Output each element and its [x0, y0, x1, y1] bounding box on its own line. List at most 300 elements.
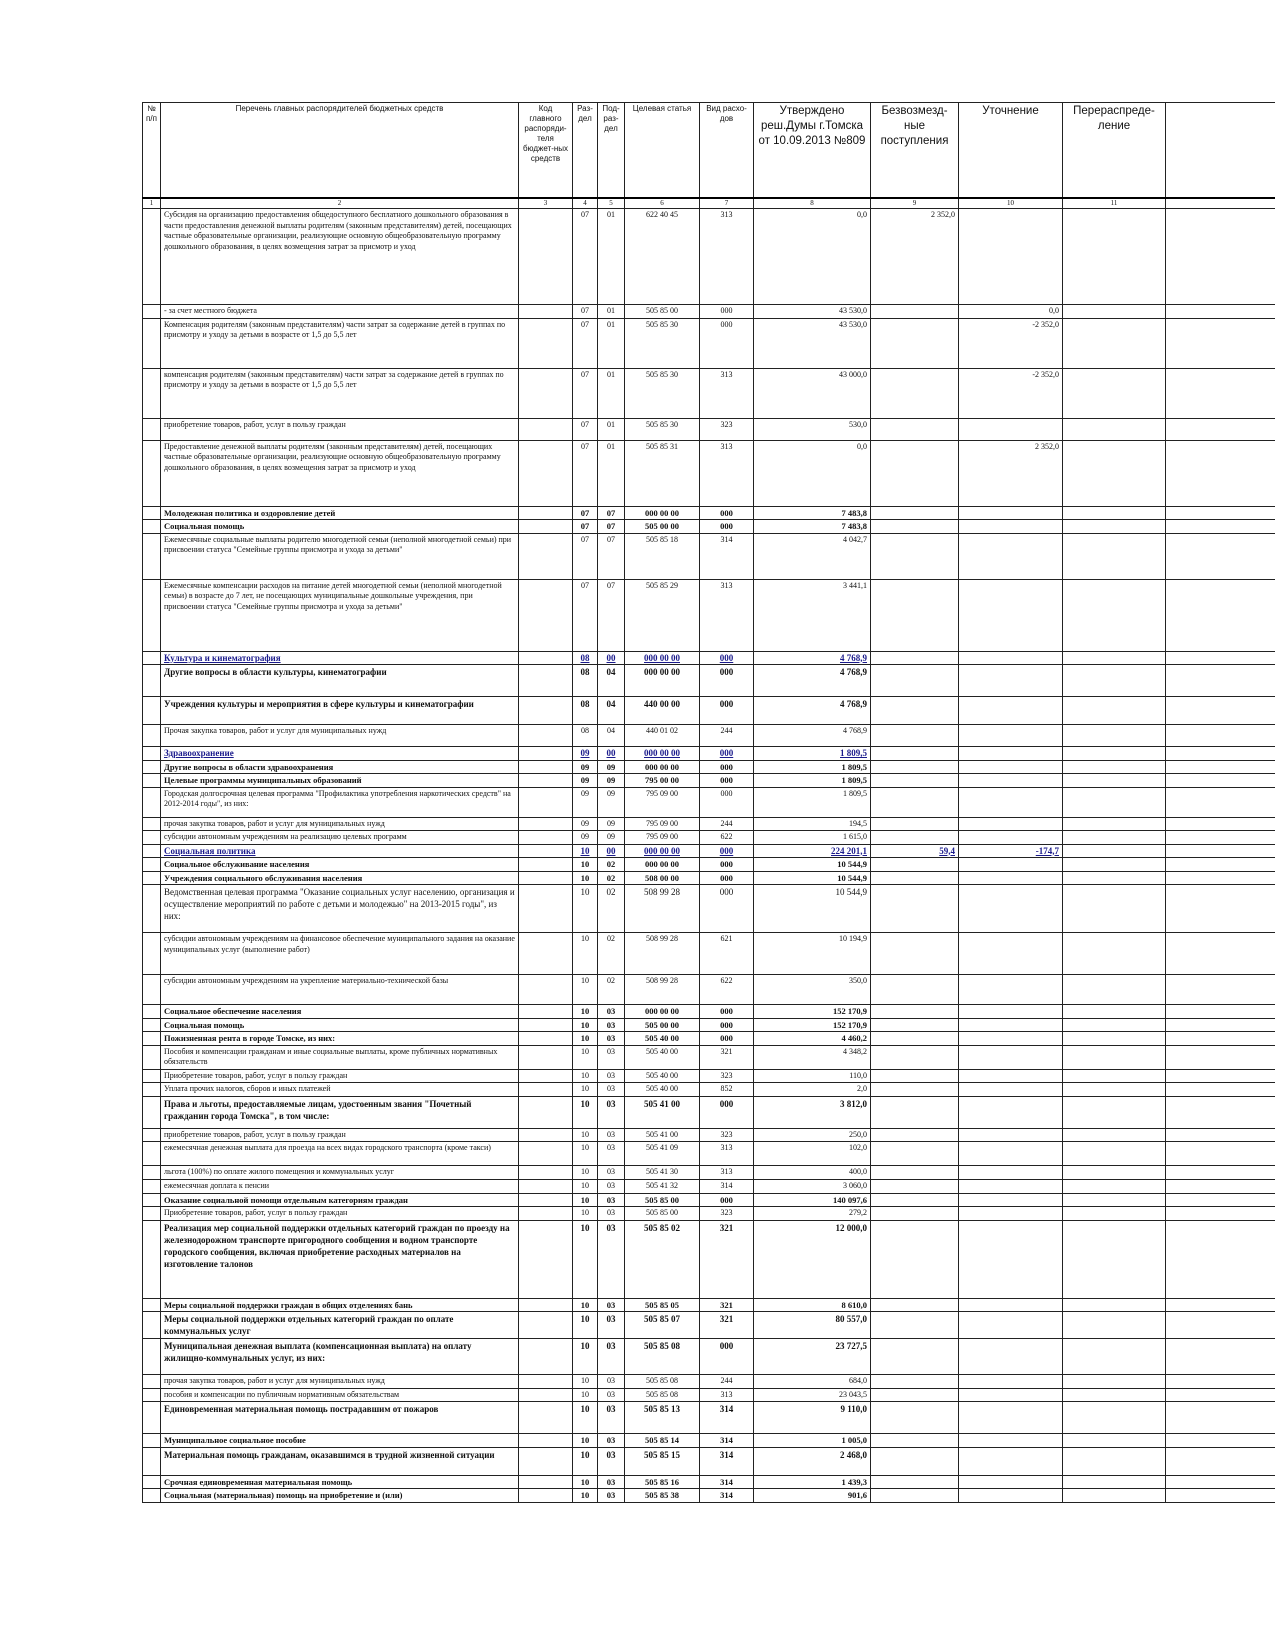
col-num-9: 9: [871, 198, 959, 209]
cell-name: Предоставление денежной выплаты родителям (законным представителям) детей, посещающих частные образовательные организации, реализующие основную общеобразовательную программу дошкольного образования, в целях возмещения затрат за присмотр и уход: [161, 440, 519, 506]
cell-subsection: 03: [598, 1339, 625, 1375]
table-row: [143, 1375, 1275, 1389]
cell-article: 505 00 00: [625, 1018, 700, 1032]
cell-article: 505 85 00: [625, 1193, 700, 1207]
cell-grants: [871, 697, 959, 725]
cell-num: [143, 871, 161, 885]
cell-article: 508 99 28: [625, 975, 700, 1005]
cell-redistribution: [1063, 760, 1166, 774]
cell-kind: 314: [700, 1489, 754, 1503]
cell-kind: 313: [700, 440, 754, 506]
cell-kind: 852: [700, 1083, 754, 1097]
cell-article: 505 40 00: [625, 1069, 700, 1083]
cell-code: [519, 1339, 573, 1375]
cell-num: [143, 368, 161, 418]
cell-num: [143, 1298, 161, 1312]
table-row: [143, 1069, 1275, 1083]
cell-extra: [1166, 209, 1275, 305]
cell-subsection: 04: [598, 665, 625, 697]
cell-name: Приобретение товаров, работ, услуг в пользу граждан: [161, 1069, 519, 1083]
header-extra: [1166, 103, 1275, 199]
cell-kind: 000: [700, 1018, 754, 1032]
cell-redistribution: [1063, 844, 1166, 858]
cell-approved: 4 460,2: [754, 1032, 871, 1046]
cell-article: 505 85 30: [625, 418, 700, 440]
table-row: [143, 787, 1275, 817]
cell-grants: [871, 933, 959, 975]
cell-grants: [871, 1207, 959, 1221]
cell-name: Реализация мер социальной поддержки отдельных категорий граждан по проезду на железнодорожном транспорте пригородного сообщения и водном транспорте городского сообщения, включая приобретение расходных материалов на изготовление талонов: [161, 1220, 519, 1298]
cell-code: [519, 1220, 573, 1298]
cell-grants: [871, 831, 959, 845]
cell-adjustment: [959, 1207, 1063, 1221]
cell-grants: [871, 665, 959, 697]
cell-adjustment: -174,7: [959, 844, 1063, 858]
header-code: Код главного распоряди-теля бюджет-ных средств: [519, 103, 573, 199]
cell-redistribution: [1063, 1180, 1166, 1194]
cell-subsection: 03: [598, 1069, 625, 1083]
cell-code: [519, 1180, 573, 1194]
table-row: [143, 1096, 1275, 1128]
cell-name: прочая закупка товаров, работ и услуг для муниципальных нужд: [161, 817, 519, 831]
cell-adjustment: -2 352,0: [959, 318, 1063, 368]
table-row: [143, 1142, 1275, 1166]
cell-subsection: 03: [598, 1018, 625, 1032]
cell-redistribution: [1063, 440, 1166, 506]
cell-adjustment: [959, 817, 1063, 831]
cell-article: 000 00 00: [625, 747, 700, 761]
table-row: [143, 1207, 1275, 1221]
cell-redistribution: [1063, 1475, 1166, 1489]
cell-extra: [1166, 1339, 1275, 1375]
cell-grants: [871, 1142, 959, 1166]
cell-approved: 23 043,5: [754, 1388, 871, 1402]
cell-section: 07: [573, 506, 598, 520]
cell-redistribution: [1063, 1018, 1166, 1032]
cell-code: [519, 1475, 573, 1489]
cell-extra: [1166, 1166, 1275, 1180]
cell-article: 505 41 30: [625, 1166, 700, 1180]
cell-name: Пособия и компенсации гражданам и иные социальные выплаты, кроме публичных нормативных обязательств: [161, 1045, 519, 1069]
cell-approved: 80 557,0: [754, 1312, 871, 1339]
cell-redistribution: [1063, 520, 1166, 534]
cell-article: 000 00 00: [625, 858, 700, 872]
cell-extra: [1166, 933, 1275, 975]
cell-grants: [871, 506, 959, 520]
cell-approved: 1 439,3: [754, 1475, 871, 1489]
cell-name: Социальная политика: [161, 844, 519, 858]
cell-kind: 314: [700, 1402, 754, 1434]
header-row: [143, 103, 1275, 199]
cell-subsection: 03: [598, 1083, 625, 1097]
cell-grants: [871, 1005, 959, 1019]
cell-name: Оказание социальной помощи отдельным категориям граждан: [161, 1193, 519, 1207]
cell-num: [143, 787, 161, 817]
cell-article: 000 00 00: [625, 665, 700, 697]
cell-article: 508 00 00: [625, 871, 700, 885]
cell-extra: [1166, 787, 1275, 817]
cell-subsection: 03: [598, 1312, 625, 1339]
cell-code: [519, 665, 573, 697]
cell-grants: [871, 747, 959, 761]
cell-section: 10: [573, 1128, 598, 1142]
cell-section: 10: [573, 1402, 598, 1434]
col-num-8: 8: [754, 198, 871, 209]
cell-section: 10: [573, 1045, 598, 1069]
col-num-12: [1166, 198, 1275, 209]
cell-grants: [871, 1339, 959, 1375]
cell-kind: 000: [700, 760, 754, 774]
cell-grants: [871, 871, 959, 885]
cell-approved: 43 000,0: [754, 368, 871, 418]
cell-article: 000 00 00: [625, 506, 700, 520]
cell-approved: 10 544,9: [754, 871, 871, 885]
cell-name: льгота (100%) по оплате жилого помещения и коммунальных услуг: [161, 1166, 519, 1180]
cell-section: 09: [573, 747, 598, 761]
cell-extra: [1166, 1142, 1275, 1166]
cell-num: [143, 1069, 161, 1083]
table-row: [143, 975, 1275, 1005]
cell-approved: 1 809,5: [754, 774, 871, 788]
cell-extra: [1166, 1045, 1275, 1069]
cell-code: [519, 844, 573, 858]
cell-extra: [1166, 506, 1275, 520]
cell-adjustment: [959, 697, 1063, 725]
cell-extra: [1166, 760, 1275, 774]
cell-subsection: 07: [598, 506, 625, 520]
cell-code: [519, 1032, 573, 1046]
cell-approved: 110,0: [754, 1069, 871, 1083]
cell-subsection: 03: [598, 1166, 625, 1180]
cell-subsection: 01: [598, 305, 625, 319]
cell-subsection: 02: [598, 858, 625, 872]
cell-extra: [1166, 774, 1275, 788]
cell-section: 07: [573, 209, 598, 305]
cell-name: Приобретение товаров, работ, услуг в пользу граждан: [161, 1207, 519, 1221]
cell-grants: [871, 885, 959, 933]
table-row: [143, 318, 1275, 368]
cell-extra: [1166, 1434, 1275, 1448]
table-row: [143, 774, 1275, 788]
cell-extra: [1166, 665, 1275, 697]
cell-redistribution: [1063, 533, 1166, 579]
table-row: [143, 1339, 1275, 1375]
cell-extra: [1166, 368, 1275, 418]
cell-adjustment: [959, 1447, 1063, 1475]
cell-kind: 621: [700, 933, 754, 975]
cell-approved: 250,0: [754, 1128, 871, 1142]
cell-redistribution: [1063, 368, 1166, 418]
cell-name: ежемесячная денежная выплата для проезда на всех видах городского транспорта (кроме такси): [161, 1142, 519, 1166]
cell-redistribution: [1063, 1447, 1166, 1475]
cell-name: Права и льготы, предоставляемые лицам, удостоенным звания "Почетный гражданин города Томска", в том числе:: [161, 1096, 519, 1128]
cell-num: [143, 1128, 161, 1142]
cell-name: Социальное обслуживание населения: [161, 858, 519, 872]
header-adjustment: Уточнение: [959, 103, 1063, 199]
cell-section: 10: [573, 975, 598, 1005]
cell-name: Городская долгосрочная целевая программа "Профилактика употребления наркотических средств" на 2012-2014 годы", из них:: [161, 787, 519, 817]
cell-grants: [871, 1069, 959, 1083]
cell-grants: [871, 1375, 959, 1389]
table-row: [143, 1298, 1275, 1312]
cell-section: 08: [573, 651, 598, 665]
cell-adjustment: [959, 1018, 1063, 1032]
cell-approved: 279,2: [754, 1207, 871, 1221]
cell-article: 505 85 00: [625, 1207, 700, 1221]
cell-section: 10: [573, 1434, 598, 1448]
cell-code: [519, 1142, 573, 1166]
cell-kind: 321: [700, 1312, 754, 1339]
cell-section: 10: [573, 1447, 598, 1475]
cell-redistribution: [1063, 1045, 1166, 1069]
cell-approved: 140 097,6: [754, 1193, 871, 1207]
cell-code: [519, 318, 573, 368]
cell-extra: [1166, 440, 1275, 506]
cell-num: [143, 1388, 161, 1402]
cell-extra: [1166, 1475, 1275, 1489]
cell-adjustment: [959, 209, 1063, 305]
cell-section: 10: [573, 1032, 598, 1046]
cell-article: 622 40 45: [625, 209, 700, 305]
cell-section: 10: [573, 1069, 598, 1083]
cell-section: 07: [573, 305, 598, 319]
table-row: [143, 1180, 1275, 1194]
cell-approved: 7 483,8: [754, 506, 871, 520]
cell-redistribution: [1063, 579, 1166, 651]
cell-extra: [1166, 831, 1275, 845]
cell-article: 505 85 13: [625, 1402, 700, 1434]
cell-article: 000 00 00: [625, 651, 700, 665]
cell-article: 505 85 38: [625, 1489, 700, 1503]
cell-adjustment: [959, 747, 1063, 761]
cell-article: 505 41 00: [625, 1096, 700, 1128]
table-row: [143, 1447, 1275, 1475]
cell-num: [143, 1475, 161, 1489]
cell-name: пособия и компенсации по публичным нормативным обязательствам: [161, 1388, 519, 1402]
cell-kind: 313: [700, 579, 754, 651]
cell-article: 505 85 29: [625, 579, 700, 651]
cell-redistribution: [1063, 1128, 1166, 1142]
cell-code: [519, 774, 573, 788]
cell-name: приобретение товаров, работ, услуг в пользу граждан: [161, 1128, 519, 1142]
cell-subsection: 09: [598, 787, 625, 817]
cell-approved: 8 610,0: [754, 1298, 871, 1312]
cell-adjustment: [959, 1096, 1063, 1128]
cell-num: [143, 579, 161, 651]
cell-article: 505 85 00: [625, 305, 700, 319]
cell-name: Культура и кинематография: [161, 651, 519, 665]
cell-extra: [1166, 1018, 1275, 1032]
col-num-5: 5: [598, 198, 625, 209]
cell-approved: 10 544,9: [754, 885, 871, 933]
cell-adjustment: [959, 975, 1063, 1005]
cell-kind: 000: [700, 1096, 754, 1128]
cell-section: 10: [573, 1083, 598, 1097]
cell-extra: [1166, 318, 1275, 368]
cell-subsection: 03: [598, 1298, 625, 1312]
cell-kind: 321: [700, 1220, 754, 1298]
cell-grants: [871, 533, 959, 579]
cell-kind: 244: [700, 1375, 754, 1389]
cell-subsection: 03: [598, 1207, 625, 1221]
cell-kind: 000: [700, 697, 754, 725]
cell-extra: [1166, 520, 1275, 534]
cell-section: 10: [573, 858, 598, 872]
cell-adjustment: -2 352,0: [959, 368, 1063, 418]
cell-article: 505 85 08: [625, 1339, 700, 1375]
cell-grants: [871, 440, 959, 506]
cell-grants: [871, 1220, 959, 1298]
cell-code: [519, 533, 573, 579]
cell-article: 795 00 00: [625, 774, 700, 788]
column-number-row: [143, 198, 1275, 209]
table-row: [143, 1018, 1275, 1032]
cell-redistribution: [1063, 933, 1166, 975]
cell-code: [519, 858, 573, 872]
cell-article: 505 41 09: [625, 1142, 700, 1166]
cell-approved: 152 170,9: [754, 1018, 871, 1032]
cell-num: [143, 1220, 161, 1298]
cell-code: [519, 520, 573, 534]
cell-kind: 313: [700, 209, 754, 305]
cell-name: Прочая закупка товаров, работ и услуг для муниципальных нужд: [161, 725, 519, 747]
cell-name: Социальное обеспечение населения: [161, 1005, 519, 1019]
cell-code: [519, 1005, 573, 1019]
cell-adjustment: [959, 1434, 1063, 1448]
cell-redistribution: [1063, 305, 1166, 319]
cell-approved: 1 615,0: [754, 831, 871, 845]
cell-adjustment: [959, 506, 1063, 520]
cell-section: 10: [573, 1018, 598, 1032]
col-num-11: 11: [1063, 198, 1166, 209]
table-row: [143, 440, 1275, 506]
cell-adjustment: [959, 1045, 1063, 1069]
cell-adjustment: [959, 1375, 1063, 1389]
cell-redistribution: [1063, 1402, 1166, 1434]
cell-redistribution: [1063, 1220, 1166, 1298]
table-row: [143, 533, 1275, 579]
cell-extra: [1166, 885, 1275, 933]
cell-adjustment: [959, 1142, 1063, 1166]
cell-code: [519, 1069, 573, 1083]
cell-redistribution: [1063, 1032, 1166, 1046]
cell-article: 440 00 00: [625, 697, 700, 725]
table-row: [143, 368, 1275, 418]
cell-subsection: 00: [598, 747, 625, 761]
cell-section: 09: [573, 760, 598, 774]
cell-adjustment: [959, 1193, 1063, 1207]
cell-name: Материальная помощь гражданам, оказавшимся в трудной жизненной ситуации: [161, 1447, 519, 1475]
cell-name: Пожизненная рента в городе Томске, из них:: [161, 1032, 519, 1046]
cell-name: Ведомственная целевая программа "Оказание социальных услуг населению, организация и осуществление мероприятий по работе с детьми и молодежью" на 2013-2015 годы", из них:: [161, 885, 519, 933]
cell-adjustment: [959, 1475, 1063, 1489]
header-section: Раз-дел: [573, 103, 598, 199]
budget-sheet: [142, 102, 1275, 1650]
table-row: [143, 697, 1275, 725]
cell-article: 505 40 00: [625, 1045, 700, 1069]
cell-section: 10: [573, 1489, 598, 1503]
cell-extra: [1166, 1375, 1275, 1389]
table-row: [143, 1045, 1275, 1069]
table-row: [143, 1166, 1275, 1180]
cell-article: 795 09 00: [625, 831, 700, 845]
cell-code: [519, 817, 573, 831]
cell-adjustment: [959, 831, 1063, 845]
cell-grants: 2 352,0: [871, 209, 959, 305]
cell-code: [519, 440, 573, 506]
cell-redistribution: [1063, 1193, 1166, 1207]
cell-num: [143, 1166, 161, 1180]
budget-table: [142, 102, 1275, 1503]
cell-section: 10: [573, 871, 598, 885]
cell-adjustment: [959, 520, 1063, 534]
cell-num: [143, 506, 161, 520]
cell-grants: [871, 817, 959, 831]
cell-subsection: 01: [598, 418, 625, 440]
cell-redistribution: [1063, 831, 1166, 845]
cell-num: [143, 305, 161, 319]
cell-adjustment: [959, 1489, 1063, 1503]
cell-grants: [871, 725, 959, 747]
cell-approved: 194,5: [754, 817, 871, 831]
cell-code: [519, 1166, 573, 1180]
cell-redistribution: [1063, 725, 1166, 747]
cell-name: ежемесячная доплата к пенсии: [161, 1180, 519, 1194]
cell-article: 505 40 00: [625, 1083, 700, 1097]
cell-approved: 350,0: [754, 975, 871, 1005]
cell-redistribution: [1063, 318, 1166, 368]
cell-kind: 314: [700, 533, 754, 579]
cell-redistribution: [1063, 209, 1166, 305]
cell-code: [519, 975, 573, 1005]
cell-num: [143, 1402, 161, 1434]
cell-code: [519, 760, 573, 774]
cell-subsection: 01: [598, 318, 625, 368]
cell-subsection: 03: [598, 1489, 625, 1503]
cell-adjustment: [959, 1083, 1063, 1097]
cell-grants: [871, 787, 959, 817]
cell-num: [143, 858, 161, 872]
table-row: [143, 520, 1275, 534]
cell-num: [143, 418, 161, 440]
cell-article: 505 85 31: [625, 440, 700, 506]
cell-code: [519, 697, 573, 725]
cell-section: 08: [573, 697, 598, 725]
cell-subsection: 03: [598, 1096, 625, 1128]
table-row: [143, 747, 1275, 761]
cell-num: [143, 1312, 161, 1339]
cell-kind: 000: [700, 665, 754, 697]
cell-kind: 323: [700, 1128, 754, 1142]
cell-adjustment: [959, 858, 1063, 872]
cell-kind: 000: [700, 506, 754, 520]
cell-subsection: 03: [598, 1045, 625, 1069]
cell-approved: 0,0: [754, 440, 871, 506]
cell-subsection: 01: [598, 368, 625, 418]
cell-section: 10: [573, 844, 598, 858]
cell-extra: [1166, 1005, 1275, 1019]
cell-adjustment: [959, 774, 1063, 788]
cell-redistribution: [1063, 787, 1166, 817]
cell-section: 07: [573, 368, 598, 418]
cell-redistribution: [1063, 817, 1166, 831]
cell-subsection: 09: [598, 760, 625, 774]
cell-name: компенсация родителям (законным представителям) части затрат за содержание детей в группах по присмотру и уходу за детьми в возрасте от 1,5 до 5,5 лет: [161, 368, 519, 418]
cell-subsection: 07: [598, 579, 625, 651]
cell-adjustment: [959, 1180, 1063, 1194]
cell-approved: 9 110,0: [754, 1402, 871, 1434]
cell-adjustment: [959, 725, 1063, 747]
